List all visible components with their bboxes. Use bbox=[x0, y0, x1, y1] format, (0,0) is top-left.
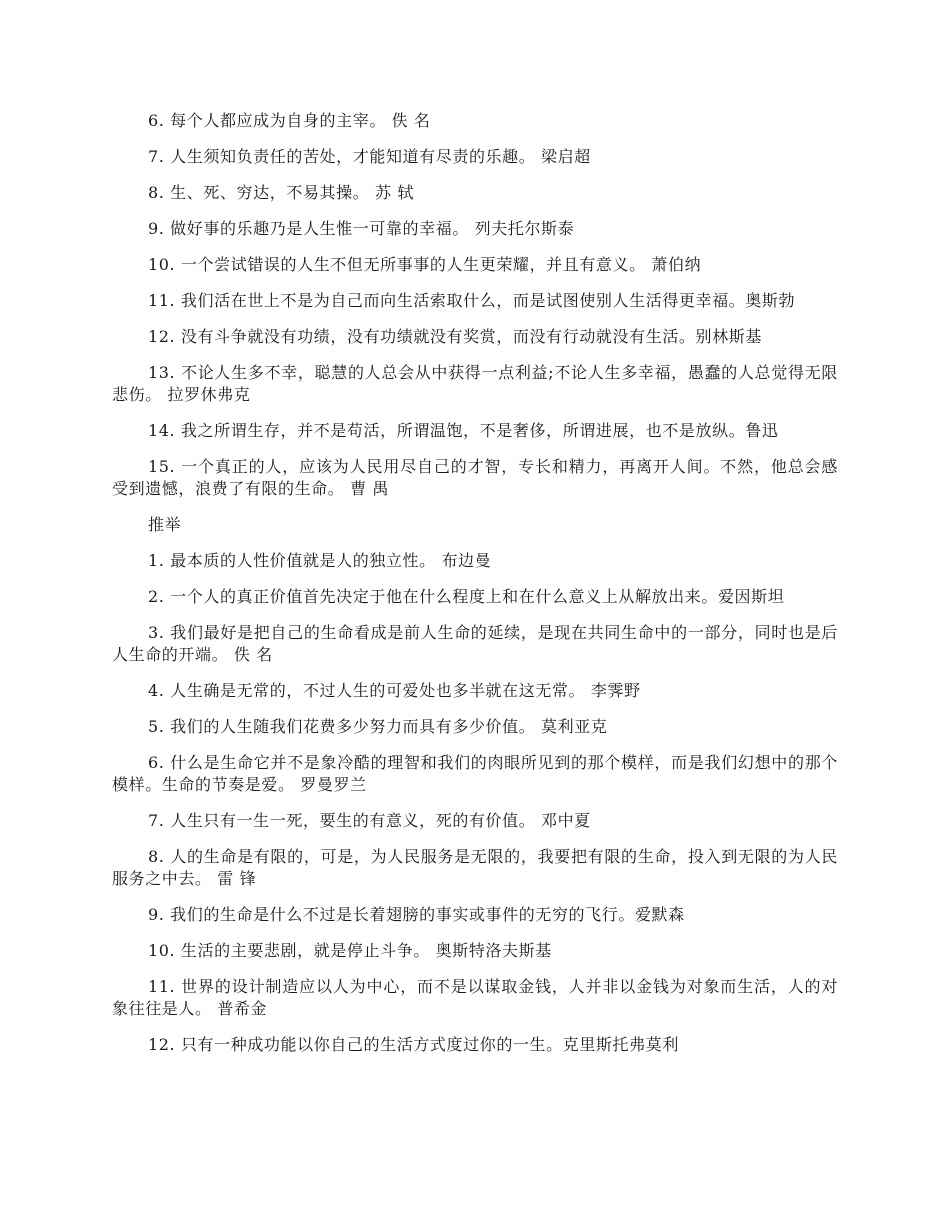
quote-paragraph: 7. 人生只有一生一死，要生的有意义，死的有价值。 邓中夏 bbox=[148, 811, 591, 830]
quote-paragraph: 5. 我们的人生随我们花费多少努力而具有多少价值。 莫利亚克 bbox=[148, 717, 608, 736]
quote-paragraph: 3. 我们最好是把自己的生命看成是前人生命的延续，是现在共同生命中的一部分，同时也是后人生命的开端。 佚 名 bbox=[112, 623, 838, 664]
quote-paragraph: 12. 只有一种成功能以你自己的生活方式度过你的一生。克里斯托弗莫利 bbox=[148, 1035, 679, 1054]
quote-paragraph: 11. 我们活在世上不是为自己而向生活索取什么，而是试图使别人生活得更幸福。奥斯勃 bbox=[148, 291, 796, 310]
quote-paragraph: 9. 我们的生命是什么不过是长着翅膀的事实或事件的无穷的飞行。爱默森 bbox=[148, 905, 685, 924]
quote-paragraph: 11. 世界的设计制造应以人为中心，而不是以谋取金钱，人并非以金钱为对象而生活，人的对象往往是人。 普希金 bbox=[112, 977, 838, 1018]
quote-paragraph: 15. 一个真正的人，应该为人民用尽自己的才智，专长和精力，再离开人间。不然，他总会感受到遗憾，浪费了有限的生命。 曹 禺 bbox=[112, 457, 838, 498]
quote-paragraph: 6. 什么是生命它并不是象冷酷的理智和我们的肉眼所见到的那个模样，而是我们幻想中的那个模样。生命的节奏是爱。 罗曼罗兰 bbox=[112, 753, 838, 794]
section-heading: 推举 bbox=[148, 515, 182, 534]
quote-paragraph: 4. 人生确是无常的，不过人生的可爱处也多半就在这无常。 李霁野 bbox=[148, 681, 641, 700]
quote-paragraph: 10. 一个尝试错误的人生不但无所事事的人生更荣耀，并且有意义。 萧伯纳 bbox=[148, 255, 702, 274]
quote-paragraph: 14. 我之所谓生存，并不是苟活，所谓温饱，不是奢侈，所谓进展，也不是放纵。鲁迅 bbox=[148, 421, 779, 440]
quote-paragraph: 9. 做好事的乐趣乃是人生惟一可靠的幸福。 列夫托尔斯泰 bbox=[148, 219, 575, 238]
quote-paragraph: 10. 生活的主要悲剧，就是停止斗争。 奥斯特洛夫斯基 bbox=[148, 941, 552, 960]
quote-paragraph: 13. 不论人生多不幸，聪慧的人总会从中获得一点利益;不论人生多幸福，愚蠢的人总觉得无限悲伤。 拉罗休弗克 bbox=[112, 363, 838, 404]
quote-paragraph: 8. 人的生命是有限的，可是，为人民服务是无限的，我要把有限的生命，投入到无限的为人民服务之中去。 雷 锋 bbox=[112, 847, 838, 888]
quote-paragraph: 6. 每个人都应成为自身的主宰。 佚 名 bbox=[148, 111, 431, 130]
quote-paragraph: 8. 生、死、穷达，不易其操。 苏 轼 bbox=[148, 183, 414, 202]
document-page bbox=[112, 110, 838, 1070]
quote-paragraph: 12. 没有斗争就没有功绩，没有功绩就没有奖赏，而没有行动就没有生活。别林斯基 bbox=[148, 327, 762, 346]
quote-paragraph: 2. 一个人的真正价值首先决定于他在什么程度上和在什么意义上从解放出来。爱因斯坦 bbox=[148, 587, 785, 606]
quote-paragraph: 7. 人生须知负责任的苦处，才能知道有尽责的乐趣。 梁启超 bbox=[148, 147, 591, 166]
quote-paragraph: 1. 最本质的人性价值就是人的独立性。 布边曼 bbox=[148, 551, 492, 570]
